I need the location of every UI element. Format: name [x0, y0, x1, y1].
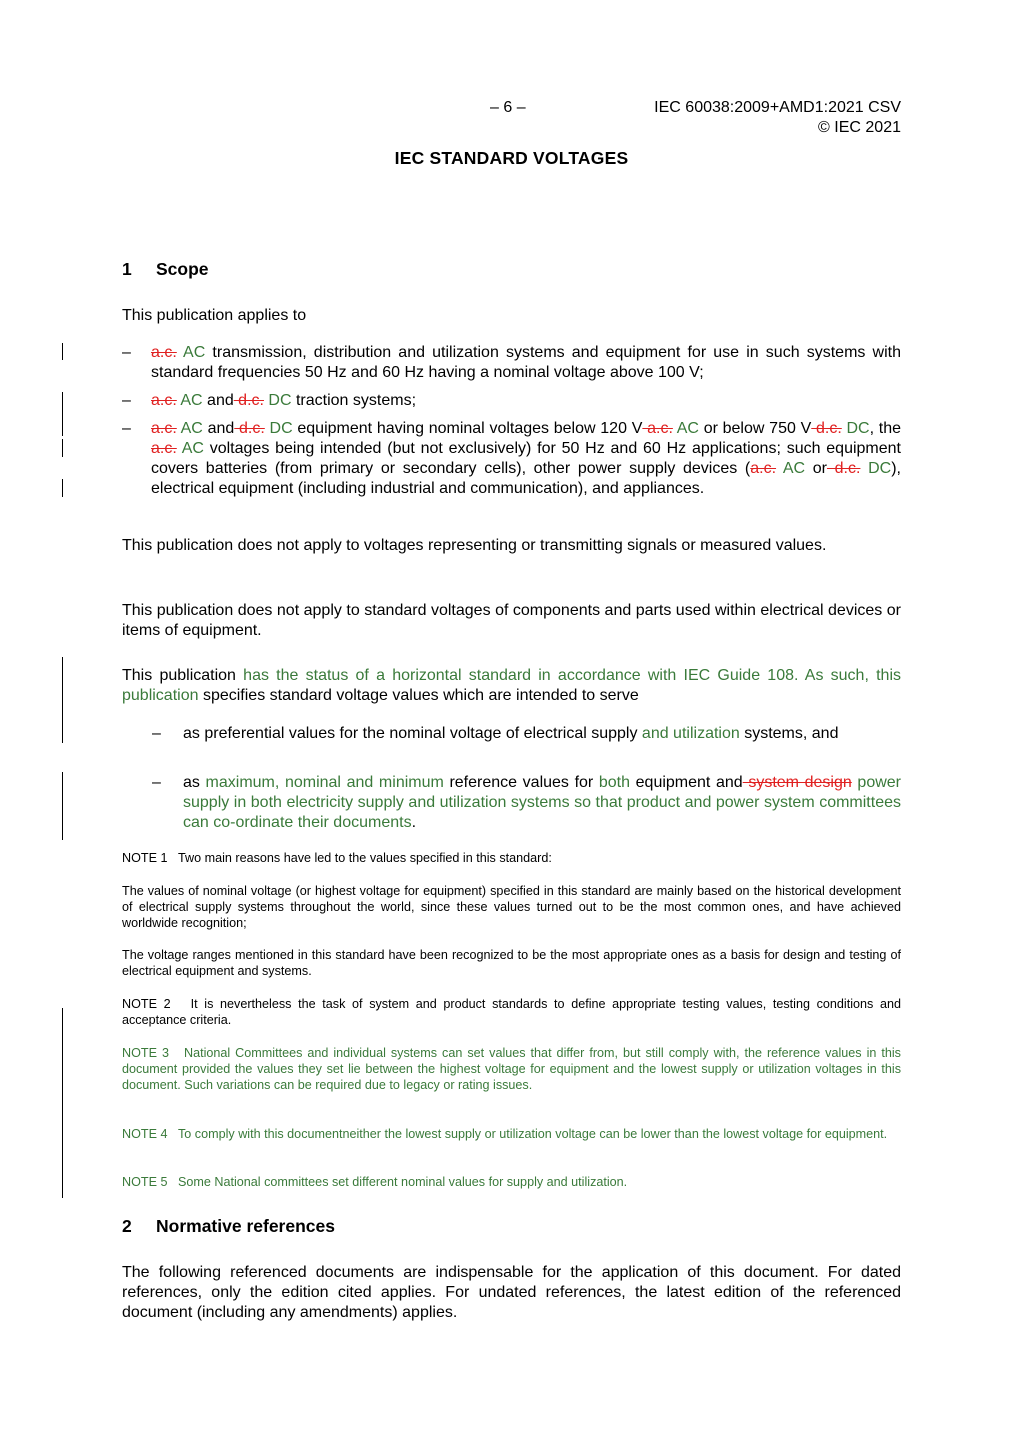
change-bar — [62, 392, 63, 436]
document-id: IEC 60038:2009+AMD1:2021 CSV — [654, 99, 901, 116]
section-number: 1 — [122, 259, 132, 279]
note-label: NOTE 2 — [122, 997, 171, 1011]
note-text: Two main reasons have led to the values specified in this standard: — [178, 851, 552, 865]
note-label: NOTE 3 — [122, 1046, 169, 1060]
inserted-text: maximum, nominal and minimum — [205, 774, 444, 791]
note-text: Some National committees set different nominal values for supply and utilization. — [178, 1175, 628, 1189]
bullet-text: equipment having nominal voltages below 120 V — [292, 420, 643, 437]
change-bar — [62, 657, 63, 743]
bullet-text: ), electrical equipment (including industrial and communication), and appliances. — [151, 460, 901, 497]
note-3 — [122, 1045, 901, 1093]
inserted-text: DC — [264, 420, 293, 437]
sub-bullet-reference — [183, 773, 901, 833]
bullet-item-traction — [151, 391, 901, 411]
note-1-paragraph-1: The values of nominal voltage (or highest voltage for equipment) specified in this standard are mainly based on the historical development of electrical supply systems throughout the world, since these values turned out to be the most common ones, and have achieved worldwide recognition; — [122, 884, 901, 930]
deleted-text: d.c. — [234, 420, 265, 437]
change-bar — [62, 772, 63, 840]
change-bar — [62, 479, 63, 497]
inserted-text: has the status of a horizontal standard in accordance with IEC Guide 108. As such, this publication — [122, 667, 902, 704]
sub-bullet-text: reference values for — [443, 774, 599, 791]
paragraph-text: This publication — [122, 667, 236, 684]
sub-bullet-preferential — [183, 724, 901, 744]
note-1 — [122, 850, 901, 866]
bullet-text: , the — [869, 420, 902, 437]
inserted-text: AC — [176, 420, 203, 437]
note-2 — [122, 996, 901, 1028]
inserted-text: AC — [176, 440, 204, 457]
paragraph-not-components: This publication does not apply to standard voltages of components and parts used within electrical devices or items of equipment. — [122, 602, 901, 639]
inserted-text: DC — [263, 392, 292, 409]
inserted-text: DC — [841, 420, 870, 437]
note-text: National Committees and individual systems can set values that differ from, but still comply with, the reference values in this document provided the values they set lie between the highest voltage for equipment and the lowest supply or utilization voltages in this document. Such variations can be required due to legacy or rating issues. — [122, 1046, 901, 1092]
sub-bullet-text: systems, and — [739, 725, 839, 742]
change-bar — [62, 1008, 63, 1198]
deleted-text: d.c. — [811, 420, 842, 437]
deleted-text: a.c. — [642, 420, 673, 437]
normative-references-paragraph: The following referenced documents are indispensable for the application of this document. For dated references, only the edition cited applies. For undated references, the latest edition of the referenced document (including any amendments) applies. — [122, 1264, 901, 1321]
bullet-text: or below 750 V — [698, 420, 812, 437]
deleted-text: a.c. — [151, 392, 177, 409]
note-text: It is nevertheless the task of system and product standards to define appropriate testing values, testing conditions and acceptance criteria. — [122, 997, 901, 1027]
note-label: NOTE 5 — [122, 1175, 168, 1189]
sub-bullet-text: equipment and — [630, 774, 743, 791]
note-1-paragraph-2: The voltage ranges mentioned in this standard have been recognized to be the most appropriate ones as a basis for design and testing of electrical equipment and systems. — [122, 948, 901, 978]
deleted-text: system design — [742, 774, 852, 791]
inserted-text: AC — [176, 344, 206, 361]
deleted-text: d.c. — [826, 460, 861, 477]
page-number: – 6 – — [490, 99, 526, 116]
section-title: Scope — [156, 259, 209, 279]
bullet-item-ac-transmission — [151, 343, 901, 383]
inserted-text: and utilization — [637, 725, 740, 742]
bullet-item-equipment — [151, 419, 901, 499]
deleted-text: a.c. — [151, 344, 177, 361]
inserted-text: AC — [672, 420, 699, 437]
change-bar — [62, 439, 63, 457]
section-number: 2 — [122, 1216, 132, 1236]
inserted-text: AC — [776, 460, 806, 477]
sub-bullet-marker: – — [152, 725, 161, 742]
inserted-text: power supply in both electricity supply and utilization systems so that product and power system committees can co-ordinate their documents — [183, 774, 902, 831]
note-text: To comply with this documentneither the lowest supply or utilization voltage can be lower than the lowest voltage for equipment. — [178, 1127, 888, 1141]
bullet-marker: – — [122, 392, 131, 409]
section-title: Normative references — [156, 1216, 335, 1236]
deleted-text: a.c. — [151, 440, 177, 457]
inserted-text: DC — [860, 460, 892, 477]
sub-bullet-text: . — [411, 814, 417, 831]
bullet-text: voltages being intended (but not exclusively) for 50 Hz and 60 Hz applications; such equipment covers batteries (from primary or secondary cells), other power supply devices ( — [151, 440, 901, 477]
bullet-text: and — [202, 420, 235, 437]
deleted-text: d.c. — [233, 392, 264, 409]
sub-bullet-text: as — [183, 774, 206, 791]
paragraph-text: specifies standard voltage values which are intended to serve — [198, 687, 639, 704]
bullet-text: traction systems; — [291, 392, 417, 409]
copyright: © IEC 2021 — [818, 119, 901, 136]
note-5 — [122, 1174, 901, 1190]
note-4 — [122, 1126, 901, 1142]
change-bar — [62, 343, 63, 360]
bullet-marker: – — [122, 420, 131, 437]
note-label: NOTE 4 — [122, 1127, 168, 1141]
section-2-heading — [122, 1216, 335, 1237]
inserted-text: AC — [176, 392, 203, 409]
bullet-text: and — [202, 392, 234, 409]
sub-bullet-text: as preferential values for the nominal voltage of electrical supply — [183, 725, 638, 742]
scope-intro: This publication applies to — [122, 307, 307, 324]
deleted-text: a.c. — [750, 460, 777, 477]
document-title: IEC STANDARD VOLTAGES — [394, 148, 629, 168]
paragraph-status — [122, 666, 901, 706]
sub-bullet-marker: – — [152, 774, 161, 791]
deleted-text: a.c. — [151, 420, 177, 437]
inserted-text: both — [598, 774, 631, 791]
paragraph-not-signals: This publication does not apply to voltages representing or transmitting signals or measured values. — [122, 537, 827, 554]
bullet-marker: – — [122, 344, 131, 361]
section-1-heading — [122, 259, 209, 280]
bullet-text: transmission, distribution and utilization systems and equipment for use in such systems with standard frequencies 50 Hz and 60 Hz having a nominal voltage above 100 V; — [151, 344, 901, 381]
bullet-text: or — [805, 460, 827, 477]
note-label: NOTE 1 — [122, 851, 168, 865]
